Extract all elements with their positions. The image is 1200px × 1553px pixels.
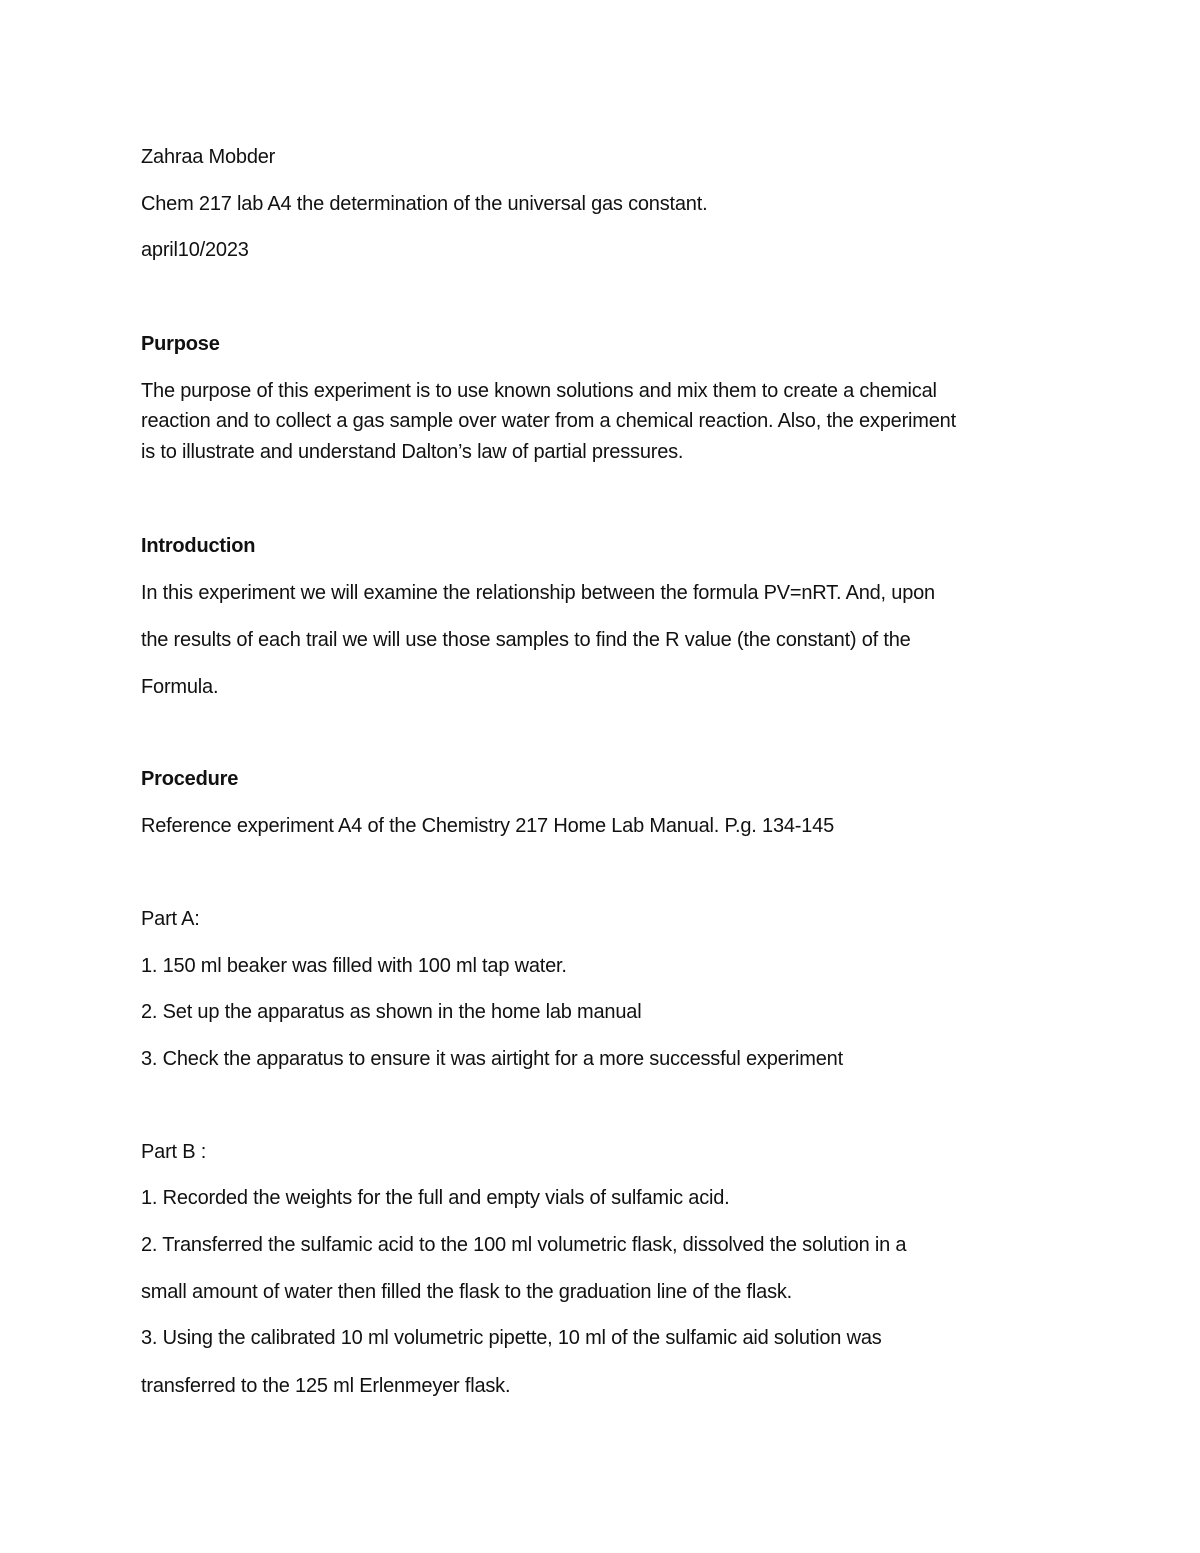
author-name: Zahraa Mobder — [141, 146, 276, 168]
document-date: april10/2023 — [141, 239, 249, 261]
purpose-line: reaction and to collect a gas sample over water from a chemical reaction. Also, the experiment — [141, 410, 956, 432]
part-a-step: 3. Check the apparatus to ensure it was airtight for a more successful experiment — [141, 1048, 843, 1070]
part-b-step: 3. Using the calibrated 10 ml volumetric pipette, 10 ml of the sulfamic aid solution was — [141, 1327, 882, 1349]
part-b-label: Part B : — [141, 1141, 207, 1163]
part-b-step: 2. Transferred the sulfamic acid to the 100 ml volumetric flask, dissolved the solution in a — [141, 1234, 907, 1256]
procedure-reference: Reference experiment A4 of the Chemistry 217 Home Lab Manual. P.g. 134-145 — [141, 815, 835, 837]
part-b-step: 1. Recorded the weights for the full and empty vials of sulfamic acid. — [141, 1187, 730, 1209]
purpose-line: is to illustrate and understand Dalton’s law of partial pressures. — [141, 441, 684, 463]
part-a-step: 2. Set up the apparatus as shown in the home lab manual — [141, 1001, 642, 1023]
introduction-heading: Introduction — [141, 535, 256, 557]
purpose-heading: Purpose — [141, 333, 220, 355]
introduction-line: In this experiment we will examine the relationship between the formula PV=nRT. And, upon — [141, 582, 935, 604]
part-a-step: 1. 150 ml beaker was filled with 100 ml tap water. — [141, 955, 567, 977]
part-b-step: transferred to the 125 ml Erlenmeyer flask. — [141, 1375, 511, 1397]
part-a-label: Part A: — [141, 908, 200, 930]
introduction-line: Formula. — [141, 676, 219, 698]
introduction-line: the results of each trail we will use those samples to find the R value (the constant) of the — [141, 629, 911, 651]
purpose-line: The purpose of this experiment is to use known solutions and mix them to create a chemical — [141, 380, 937, 402]
procedure-heading: Procedure — [141, 768, 239, 790]
document-title: Chem 217 lab A4 the determination of the universal gas constant. — [141, 193, 708, 215]
part-b-step: small amount of water then filled the flask to the graduation line of the flask. — [141, 1281, 793, 1303]
